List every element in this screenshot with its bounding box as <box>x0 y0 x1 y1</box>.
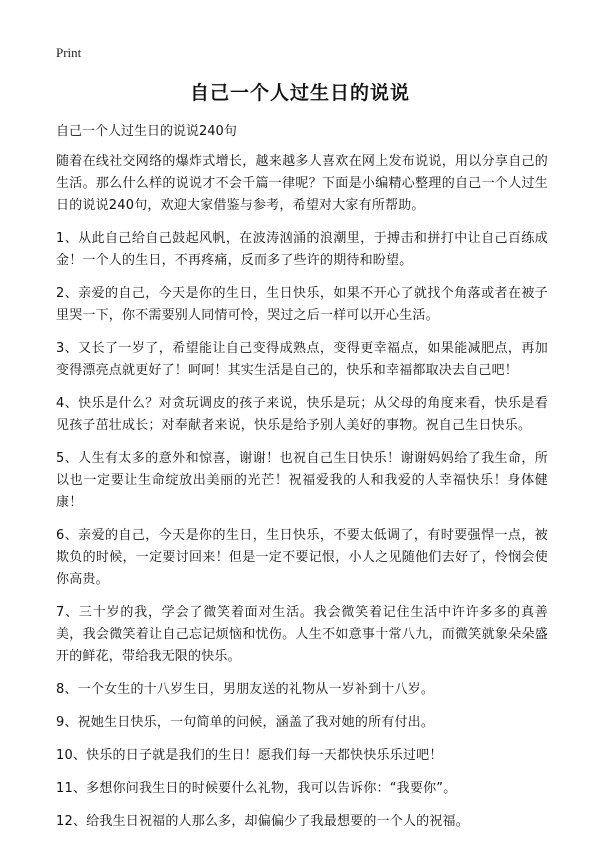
quote-paragraph-7: 7、三十岁的我，学会了微笑着面对生活。我会微笑着记住生活中许许多多的真善美，我会微笑着让自己忘记烦恼和忧伤。人生不如意事十常八九，而微笑就象朵朵盛开的鲜花，带给我无限的快乐。 <box>56 605 548 664</box>
print-link[interactable]: Print <box>56 45 82 60</box>
quote-paragraph-2: 2、亲爱的自己，今天是你的生日，生日快乐，如果不开心了就找个角落或者在被子里哭一下，你不需要别人同情可怜，哭过之后一样可以开心生活。 <box>56 286 548 323</box>
article-title: 自己一个人过生日的说说 <box>189 82 410 104</box>
intro-paragraph: 随着在线社交网络的爆炸式增长，越来越多人喜欢在网上发布说说，用以分享自己的生活。那么什么样的说说才不会千篇一律呢？下面是小编精心整理的自己一个人过生日的说说240句，欢迎大家借鉴与参考，希望对大家有所帮助。 <box>56 154 548 213</box>
article-subtitle: 自己一个人过生日的说说240句 <box>56 124 237 139</box>
quote-paragraph-8: 8、一个女生的十八岁生日，男朋友送的礼物从一岁补到十八岁。 <box>56 682 435 697</box>
quote-paragraph-9: 9、祝她生日快乐，一句简单的问候，涵盖了我对她的所有付出。 <box>56 715 435 730</box>
quote-paragraph-5: 5、人生有太多的意外和惊喜，谢谢！也祝自己生日快乐！谢谢妈妈给了我生命，所以也一定要让生命绽放出美丽的光芒！祝福爱我的人和我爱的人幸福快乐！身体健康！ <box>56 451 548 510</box>
quote-paragraph-3: 3、又长了一岁了，希望能让自己变得成熟点，变得更幸福点，如果能减肥点，再加变得漂亮点就更好了！呵呵！其实生活是自己的，快乐和幸福都取决去自己吧！ <box>56 341 548 378</box>
quote-paragraph-11: 11、多想你问我生日的时候要什么礼物，我可以告诉你：“我要你”。 <box>56 781 457 796</box>
quote-paragraph-12: 12、给我生日祝福的人那么多，却偏偏少了我最想要的一个人的祝福。 <box>56 814 469 829</box>
article-body <box>56 151 548 844</box>
quote-paragraph-6: 6、亲爱的自己，今天是你的生日，生日快乐，不要太低调了，有时要强悍一点，被欺负的时候，一定要讨回来！但是一定不要记恨，小人之见随他们去好了，怜悯会使你高贵。 <box>56 528 548 587</box>
quote-paragraph-1: 1、从此自己给自己鼓起风帆，在波涛汹涌的浪潮里，于搏击和拼打中让自己百练成金！一个人的生日，不再疼痛，反而多了些许的期待和盼望。 <box>56 231 548 268</box>
quote-paragraph-10: 10、快乐的日子就是我们的生日！愿我们每一天都快快乐乐过吧！ <box>56 748 443 763</box>
quote-paragraph-4: 4、快乐是什么？对贪玩调皮的孩子来说，快乐是玩；从父母的角度来看，快乐是看见孩子茁壮成长；对奉献者来说，快乐是给予别人美好的事物。祝自己生日快乐。 <box>56 396 548 433</box>
